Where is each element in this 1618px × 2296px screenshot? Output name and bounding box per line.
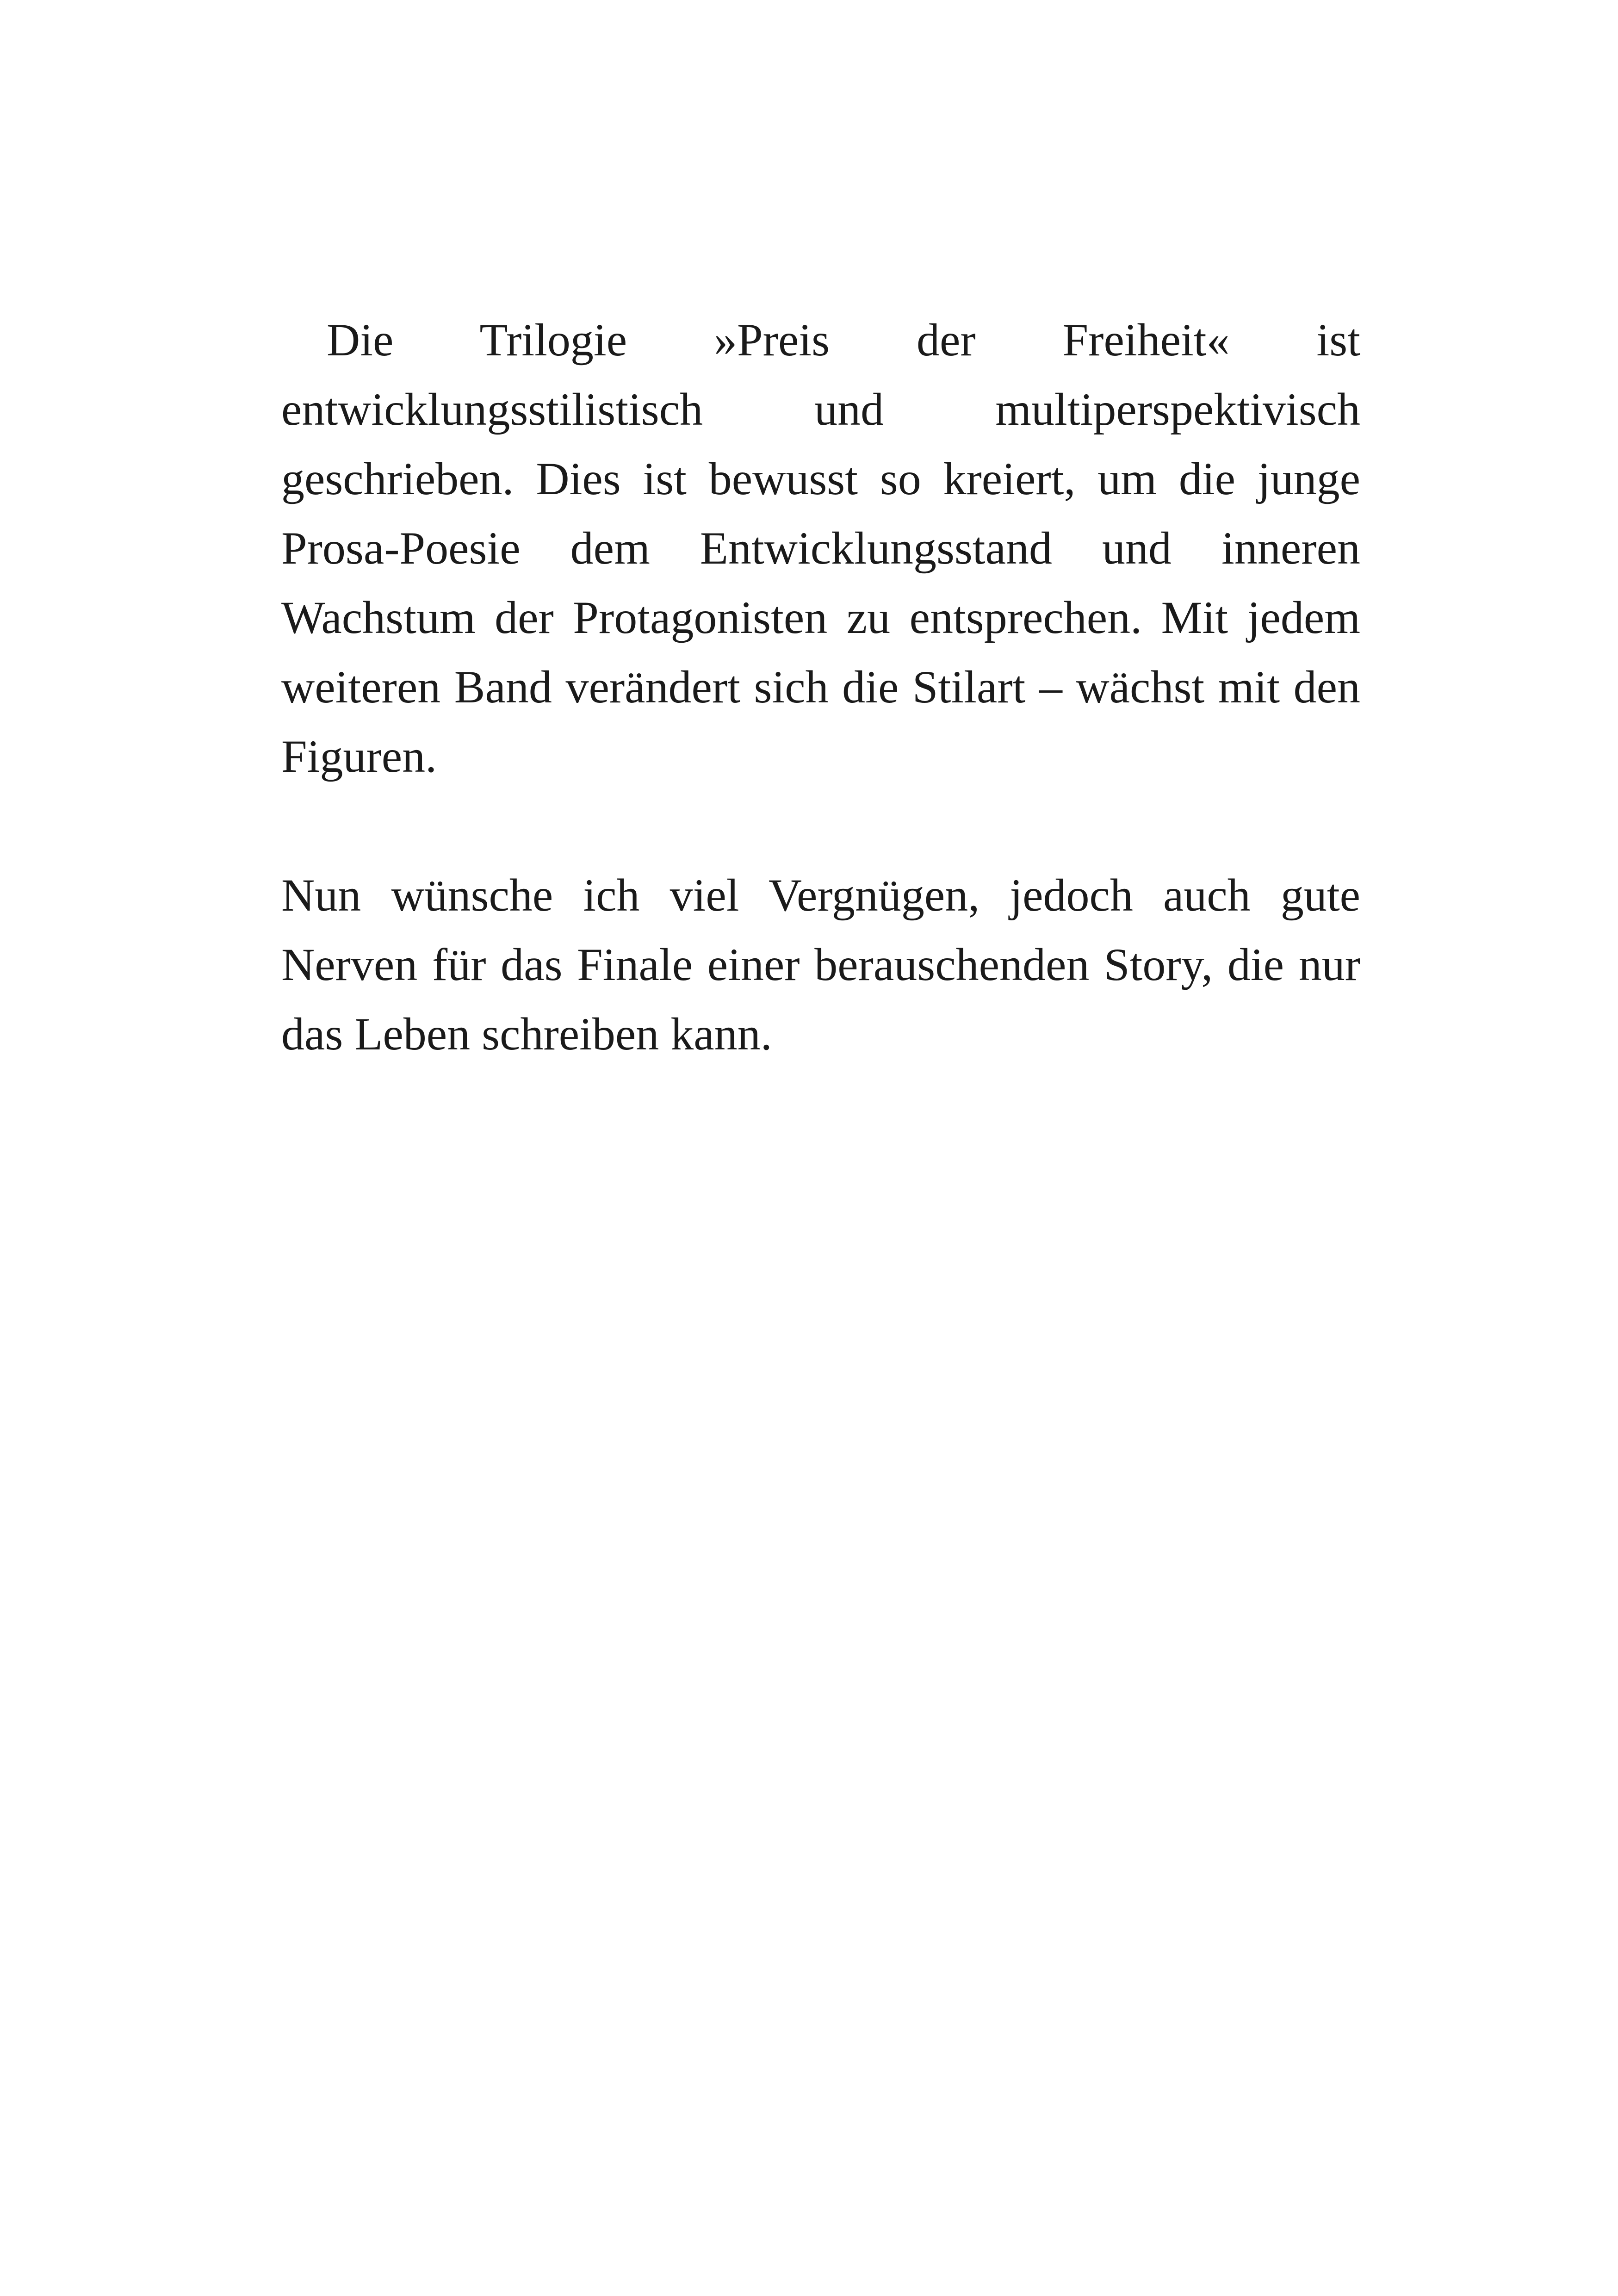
body-text [281,305,1360,1069]
paragraph-trilogy-description: Die Trilogie »Preis der Freiheit« ist entwicklungsstilistisch und multiperspektivisch geschrieben. Dies ist bewusst so kreiert, um die junge Prosa-Poesie dem Entwicklungsstand und inneren Wachstum der Protagonisten zu entsprechen. Mit jedem weiteren Band verändert sich die Stilart – wächst mit den Figuren. [281,314,1360,782]
paragraph-closing-wishes: Nun wünsche ich viel Vergnügen, jedoch auch gute Nerven für das Finale einer berauschenden Story, die nur das Leben schreiben kann. [281,869,1360,1060]
